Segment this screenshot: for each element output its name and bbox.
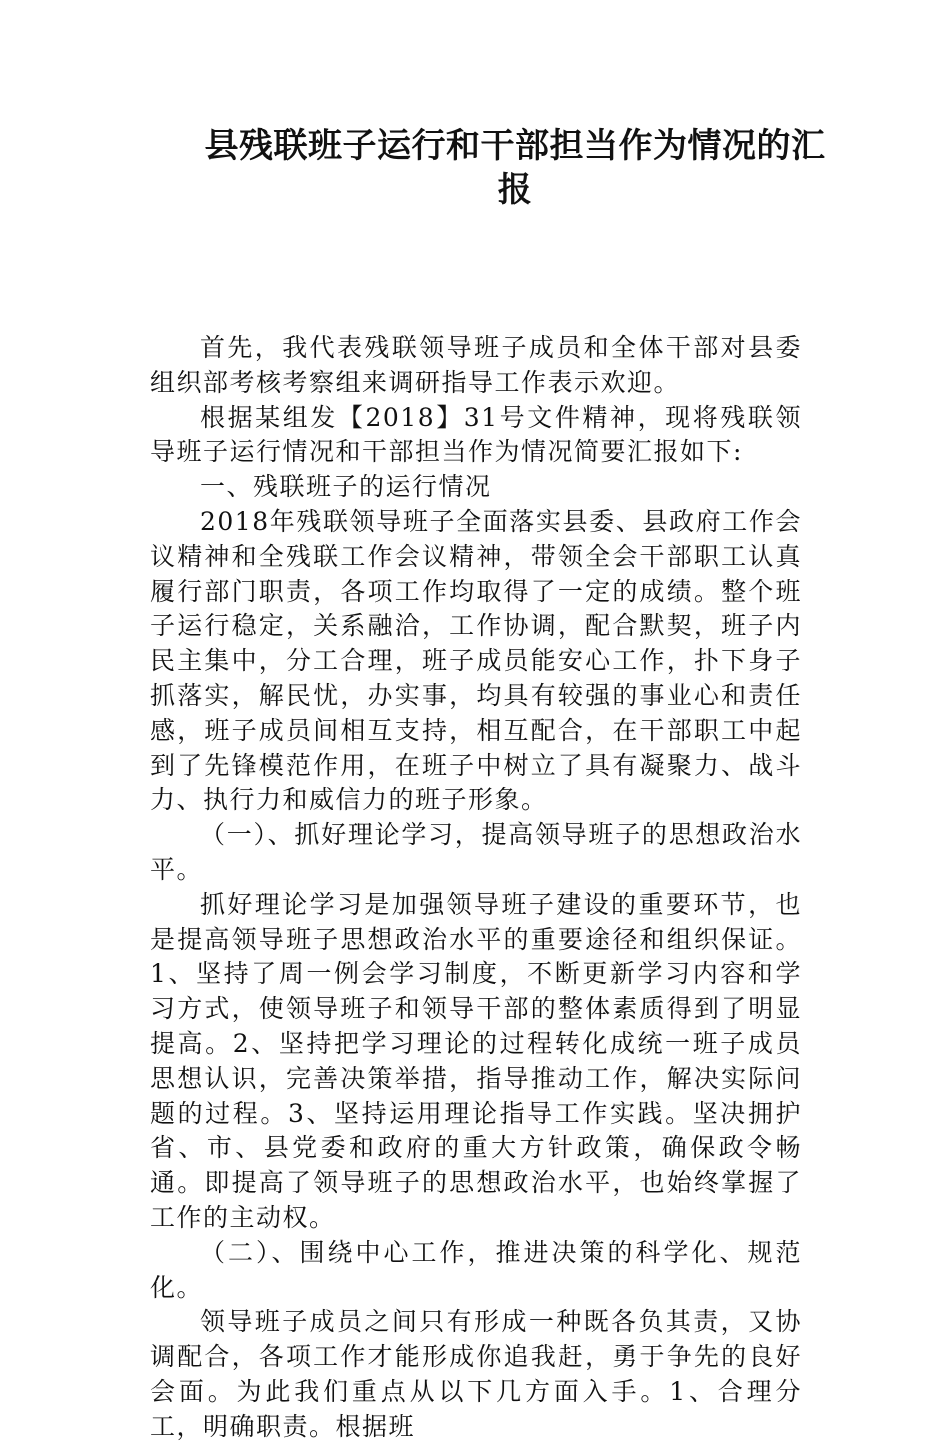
subsection-heading-1: （一）、抓好理论学习，提高领导班子的思想政治水平。: [150, 820, 802, 884]
document-body: [150, 331, 802, 1445]
paragraph-coordination: 领导班子成员之间只有形成一种既各负其责，又协调配合，各项工作才能形成你追我赶，勇于争先的良好会面。为此我们重点从以下几方面入手。1、合理分工，明确职责。根据班: [150, 1307, 802, 1441]
title-line-2: 报: [497, 170, 533, 210]
section-heading-1: 一、残联班子的运行情况: [200, 472, 492, 502]
paragraph-intro: 根据某组发【2018】31号文件精神，现将残联领导班子运行情况和干部担当作为情况简要汇报如下:: [150, 402, 802, 467]
paragraph-welcome: 首先，我代表残联领导班子成员和全体干部对县委组织部考核考察组来调研指导工作表示欢迎。: [150, 333, 802, 397]
paragraph-operation: 2018年残联领导班子全面落实县委、县政府工作会议精神和全残联工作会议精神，带领全会干部职工认真履行部门职责，各项工作均取得了一定的成绩。整个班子运行稳定，关系融洽，工作协调，配合默契，班子内民主集中，分工合理，班子成员能安心工作，扑下身子抓落实，解民忧，办实事，均具有较强的事业心和责任感，班子成员间相互支持，相互配合，在干部职工中起到了先锋模范作用，在班子中树立了具有凝聚力、战斗力、执行力和威信力的班子形象。: [150, 506, 802, 815]
subsection-heading-2: （二）、围绕中心工作，推进决策的科学化、规范化。: [150, 1237, 802, 1302]
document-title: [150, 124, 840, 212]
paragraph-theory-study: 抓好理论学习是加强领导班子建设的重要环节，也是提高领导班子思想政治水平的重要途径和组织保证。1、坚持了周一例会学习制度，不断更新学习内容和学习方式，使领导班子和领导干部的整体素质得到了明显提高。2、坚持把学习理论的过程转化成统一班子成员思想认识，完善决策举措，指导推动工作，解决实际问题的过程。3、坚持运用理论指导工作实践。坚决拥护省、市、县党委和政府的重大方针政策，确保政令畅通。即提高了领导班子的思想政治水平，也始终掌握了工作的主动权。: [150, 889, 802, 1232]
title-line-1: 县残联班子运行和干部担当作为情况的汇: [204, 126, 826, 166]
